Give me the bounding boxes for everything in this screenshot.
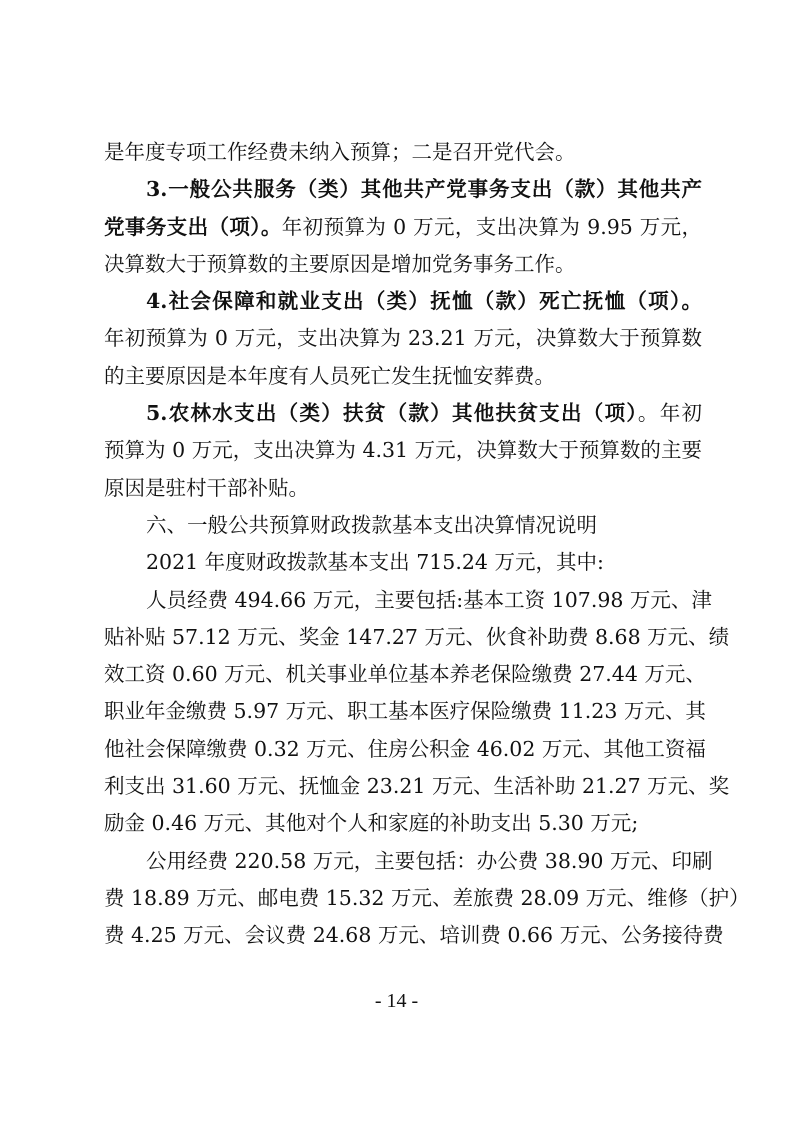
text-line xyxy=(104,544,702,581)
text-line xyxy=(104,209,702,246)
text-line xyxy=(104,768,730,805)
page-number: - 14 - xyxy=(374,990,419,1012)
text-line xyxy=(104,470,702,507)
body-text: 年初预算为 0 万元，支出决算为 23.21 万元，决算数大于预算数 xyxy=(104,326,702,351)
text-line xyxy=(104,320,702,357)
body-text: 是年度专项工作经费未纳入预算；二是召开党代会。 xyxy=(104,140,576,164)
text-line xyxy=(104,843,713,880)
body-text: 六、一般公共预算财政拨款基本支出决算情况说明 xyxy=(146,512,597,537)
bold-heading-text: 党事务支出（项）。 xyxy=(104,214,282,239)
document-body xyxy=(104,134,750,955)
body-text: 效工资 0.60 万元、机关事业单位基本养老保险缴费 27.44 万元、 xyxy=(104,662,706,687)
bold-heading-text: 3.一般公共服务（类）其他共产党事务支出（款）其他共产 xyxy=(146,177,702,202)
body-text: 预算为 0 万元，支出决算为 4.31 万元，决算数大于预算数的主要 xyxy=(104,438,702,463)
body-text: 励金 0.46 万元、其他对个人和家庭的补助支出 5.30 万元; xyxy=(104,811,639,836)
body-text: 费 18.89 万元、邮电费 15.32 万元、差旅费 28.09 万元、维修（护） xyxy=(104,885,750,910)
body-text: 贴补贴 57.12 万元、奖金 147.27 万元、伙食补助费 8.68 万元、绩 xyxy=(104,624,730,649)
text-line xyxy=(104,246,702,283)
text-line xyxy=(104,283,702,320)
body-text: 年初预算为 0 万元，支出决算为 9.95 万元， xyxy=(281,214,702,239)
body-text: 费 4.25 万元、会议费 24.68 万元、培训费 0.66 万元、公务接待费 xyxy=(104,923,724,948)
text-line xyxy=(104,619,730,656)
text-line xyxy=(104,917,724,954)
bold-heading-text: 4.社会保障和就业支出（类）抚恤（款）死亡抚恤（项）。 xyxy=(146,289,702,314)
body-text: 2021 年度财政拨款基本支出 715.24 万元，其中: xyxy=(146,550,604,575)
body-text: 原因是驻村干部补贴。 xyxy=(104,475,309,500)
body-text: 利支出 31.60 万元、抚恤金 23.21 万元、生活补助 21.27 万元、奖 xyxy=(104,774,730,799)
bold-heading-text: 5.农林水支出（类）扶贫（款）其他扶贫支出（项） xyxy=(146,401,638,426)
body-text: 。年初 xyxy=(637,401,702,426)
text-line xyxy=(104,507,702,544)
text-line xyxy=(104,358,702,395)
text-line xyxy=(104,656,706,693)
text-line xyxy=(104,134,702,171)
text-line xyxy=(104,731,706,768)
body-text: 人员经费 494.66 万元，主要包括:基本工资 107.98 万元、津 xyxy=(146,587,712,612)
body-text: 公用经费 220.58 万元，主要包括：办公费 38.90 万元、印刷 xyxy=(146,848,713,873)
body-text: 他社会保障缴费 0.32 万元、住房公积金 46.02 万元、其他工资福 xyxy=(104,736,706,761)
text-line xyxy=(104,171,702,208)
text-line xyxy=(104,880,750,917)
text-line xyxy=(104,432,702,469)
body-text: 决算数大于预算数的主要原因是增加党务事务工作。 xyxy=(104,251,576,276)
body-text: 的主要原因是本年度有人员死亡发生抚恤安葬费。 xyxy=(104,363,555,388)
text-line xyxy=(104,395,702,432)
text-line xyxy=(104,582,712,619)
text-line xyxy=(104,805,702,842)
body-text: 职业年金缴费 5.97 万元、职工基本医疗保险缴费 11.23 万元、其 xyxy=(104,699,706,724)
text-line xyxy=(104,693,706,730)
